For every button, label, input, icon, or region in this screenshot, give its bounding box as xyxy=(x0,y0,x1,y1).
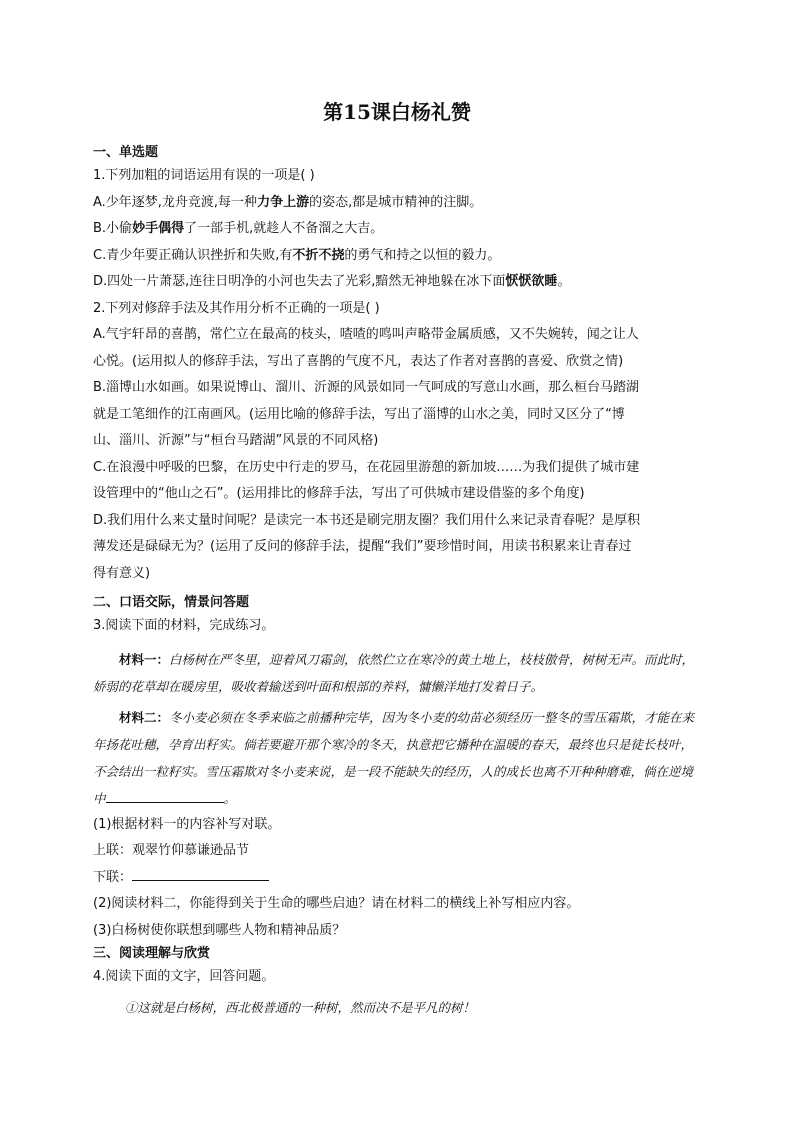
question-1-option-a xyxy=(93,190,705,217)
material-label: 材料二： xyxy=(119,709,170,725)
option-text: B.小偷 xyxy=(93,221,133,236)
question-2-option-c-line-1: C.在浪漫中呼吸的巴黎，在历史中行走的罗马，在花园里游憩的新加坡……为我们提供了城市建 xyxy=(93,459,640,475)
answer-blank[interactable] xyxy=(132,866,269,881)
answer-blank[interactable] xyxy=(106,788,224,803)
material-label: 材料一： xyxy=(119,651,170,667)
option-text: 了一部手机,就趁人不备溜之大吉。 xyxy=(184,221,384,236)
document-body xyxy=(93,143,705,1034)
lower-couplet xyxy=(93,865,705,892)
question-3-sub-1: (1)根据材料一的内容补写对联。 xyxy=(93,816,281,832)
bold-term: 恹恹欲睡 xyxy=(505,274,558,289)
material-text: 。 xyxy=(223,790,237,806)
question-2-option-a-line-2: 心悦。(运用拟人的修辞手法，写出了喜鹊的气度不凡，表达了作者对喜鹊的喜爱、欣赏之情) xyxy=(93,353,624,369)
question-3-stem: 3.阅读下面的材料，完成练习。 xyxy=(93,618,275,633)
question-2-option-b-line-2: 就是工笔细作的江南画风。(运用比喻的修辞手法，写出了淄博的山水之美，同时又区分了“博 xyxy=(93,406,625,422)
question-2-option-c-line-2: 设管理中的“他山之石”。(运用排比的修辞手法，写出了可供城市建设借鉴的多个角度) xyxy=(93,486,585,501)
question-4-stem: 4.阅读下面的文字，回答问题。 xyxy=(93,969,275,984)
question-2-option-b-line-1: B.淄博山水如画。如果说博山、溜川、沂源的风景如同一气呵成的写意山水画，那么桓台马踏湖 xyxy=(93,380,640,395)
question-2-option-d-line-3: 得有意义) xyxy=(93,565,151,581)
question-2-option-a-line-1: A.气宇轩昂的喜鹊，常伫立在最高的枝头，喳喳的鸣叫声略带金属质感，又不失婉转，闻之让人 xyxy=(93,327,639,342)
reading-paragraph-1: ①这就是白杨树，西北极普通的一种树，然而决不是平凡的树！ xyxy=(125,999,476,1015)
question-2-stem: 2.下列对修辞手法及其作用分析不正确的一项是( ) xyxy=(93,300,380,316)
material-one xyxy=(93,646,701,700)
page-title: 第15课白杨礼赞 xyxy=(323,100,471,124)
section-heading-reading: 三、阅读理解与欣赏 xyxy=(93,946,211,961)
section-heading-oral: 二、口语交际，情景问答题 xyxy=(93,595,250,610)
question-3-sub-2: (2)阅读材料二，你能得到关于生命的哪些启迪？请在材料二的横线上补写相应内容。 xyxy=(93,896,580,911)
material-text: 白杨树在严冬里，迎着风刀霜剑，依然伫立在寒冷的黄土地上，枝枝傲骨，树树无声。而此时，娇弱的花草却在暖房里，吸收着输送到叶面和根部的养料，慵懒洋地打发着日子。 xyxy=(93,651,695,694)
question-2-option-d-line-1: D.我们用什么来丈量时间呢？是读完一本书还是刷完朋友圈？我们用什么来记录青春呢？是厚积 xyxy=(93,512,641,528)
option-text: 。 xyxy=(557,274,571,289)
question-1-option-b xyxy=(93,216,705,243)
option-text: A.少年逐梦,龙舟竞渡,每一种 xyxy=(93,194,258,210)
couplet-text: 观翠竹仰慕谦逊品节 xyxy=(132,843,250,858)
upper-couplet xyxy=(93,838,705,865)
question-1-stem: 1.下列加粗的词语运用有误的一项是( ) xyxy=(93,168,315,183)
option-text: 的姿态,都是城市精神的注脚。 xyxy=(309,194,483,210)
option-text: C.青少年要正确认识挫折和失败,有 xyxy=(93,247,293,263)
option-text: D.四处一片萧瑟,连往日明净的小河也失去了光彩,黯然无神地躲在冰下面 xyxy=(93,274,506,289)
couplet-label: 下联： xyxy=(93,869,133,885)
section-heading-single-choice: 一、单选题 xyxy=(93,145,159,160)
question-1-option-c xyxy=(93,243,705,270)
material-text: 冬小麦必须在冬季来临之前播种完毕，因为冬小麦的幼苗必须经历一整冬的雪压霜欺，才能在来年扬花吐穗，孕育出籽实。倘若要避开那个寒冷的冬天，执意把它播种在温暖的春天，最终也只是徒长枝叶，不会结出一粒籽实。雪压霜欺对冬小麦来说，是一段不能缺失的经历，人的成长也离不开种种磨难，倘在逆境中 xyxy=(93,709,695,806)
couplet-label: 上联： xyxy=(93,843,133,858)
bold-term: 力争上游 xyxy=(257,194,310,210)
question-1-option-d xyxy=(93,269,705,296)
question-3-sub-3: (3)白杨树使你联想到哪些人物和精神品质？ xyxy=(93,922,346,938)
option-text: 的勇气和持之以恒的毅力。 xyxy=(344,247,501,263)
bold-term: 妙手偶得 xyxy=(132,221,185,236)
material-two xyxy=(93,704,701,812)
question-2-option-b-line-3: 山、淄川、沂源”与“桓台马踏湖”风景的不同风格) xyxy=(93,433,379,448)
question-2-option-d-line-2: 薄发还是碌碌无为？(运用了反问的修辞手法，提醒“我们”要珍惜时间，用读书积累来让青春过 xyxy=(93,539,632,554)
bold-term: 不折不挠 xyxy=(292,247,345,263)
